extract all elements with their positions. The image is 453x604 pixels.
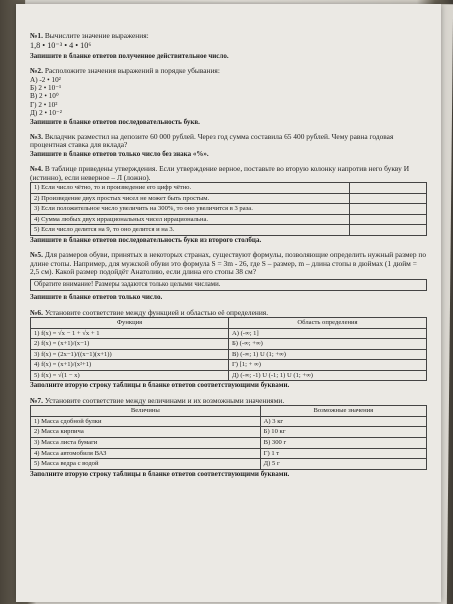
question-1-number: №1.: [30, 31, 43, 40]
question-5-answer-note: Запишите в бланке ответов только число.: [30, 293, 163, 302]
statement-cell: 1) Если число чётно, то и произведение его цифр чётно.: [31, 183, 350, 194]
value-cell: Б) 10 кг: [260, 427, 426, 438]
column-header-values: Возможные значения: [260, 406, 426, 417]
value-cell: Д) 5 г: [260, 459, 426, 470]
question-4-answer-note: Запишите в бланке ответов последовательность букв из второго столбца.: [30, 236, 262, 245]
quantity-cell: 2) Масса кирпича: [31, 427, 261, 438]
question-6-prompt: Установите соответствие между функцией и областью её определения.: [44, 307, 269, 317]
question-6: [30, 309, 427, 390]
question-2-option: В) 2 • 10⁰: [30, 92, 59, 101]
domain-cell: Г) [1; + ∞): [229, 360, 427, 371]
question-6-number: №6.: [30, 307, 43, 317]
domain-cell: Б) (-∞; +∞): [229, 339, 427, 350]
statement-cell: 2) Произведение двух простых чисел не может быть простым.: [31, 193, 350, 204]
worksheet-page: [16, 4, 441, 602]
statements-table: [30, 182, 427, 236]
question-6-text: [30, 309, 427, 317]
question-5-number: №5.: [30, 250, 43, 260]
quantity-cell: 1) Масса сдобной булки: [31, 416, 261, 427]
table-row: [31, 427, 427, 438]
question-4-text: [30, 165, 427, 182]
function-cell: 5) f(x) = √(1 − x): [31, 370, 229, 381]
question-3-number: №3.: [30, 132, 43, 142]
column-header-domain: Область определения: [229, 317, 427, 328]
question-2-option: А) -2 • 10²: [30, 75, 61, 84]
statement-cell: 4) Сумма любых двух иррациональных чисел иррациональна.: [31, 214, 350, 225]
table-row: [31, 459, 427, 470]
answer-cell[interactable]: [350, 225, 427, 236]
table-row: [31, 328, 427, 339]
question-1-expression: 1,8 • 10⁻³ • 4 • 10⁶: [30, 41, 92, 51]
table-header-row: [31, 406, 427, 417]
value-cell: А) 3 кг: [260, 416, 426, 427]
value-cell: Г) 1 т: [260, 448, 426, 459]
question-1-prompt: Вычислите значение выражения:: [44, 31, 149, 40]
table-row: [31, 370, 427, 381]
column-header-function: Функция: [31, 317, 229, 328]
question-3: [30, 133, 427, 158]
question-2-answer-note: Запишите в бланке ответов последовательность букв.: [30, 117, 200, 126]
question-7: [30, 397, 427, 478]
quantity-cell: 3) Масса листа бумаги: [31, 438, 261, 449]
question-3-prompt: Вкладчик разместил на депозите 60 000 рублей. Через год сумма составила 65 400 рублей. Чему равна годовая процентная ставка для вклада?: [30, 132, 394, 150]
answer-cell[interactable]: [350, 204, 427, 215]
question-2-option: Г) 2 • 10²: [30, 100, 58, 109]
function-cell: 3) f(x) = (2x−1)/((x−1)(x+1)): [31, 349, 229, 360]
domain-cell: В) (-∞; 1) U (1; +∞): [229, 349, 427, 360]
question-4-number: №4.: [30, 164, 43, 174]
question-7-number: №7.: [30, 395, 43, 405]
table-row: [31, 360, 427, 371]
question-4: [30, 165, 427, 244]
question-3-text: [30, 133, 427, 150]
table-row: [31, 349, 427, 360]
question-7-text: [30, 397, 427, 405]
table-row: [31, 225, 427, 236]
question-2-text: [30, 67, 427, 75]
table-row: [31, 448, 427, 459]
domain-cell: Д) (-∞; -1) U (-1; 1) U (1; +∞): [229, 370, 427, 381]
question-7-prompt: Установите соответствие между величинами и их возможными значениями.: [44, 395, 285, 405]
function-cell: 1) f(x) = √x − 1 + √x + 1: [31, 328, 229, 339]
domain-cell: А) (-∞; 1]: [229, 328, 427, 339]
quantity-cell: 5) Масса ведра с водой: [31, 459, 261, 470]
function-domain-table: [30, 317, 427, 382]
table-row: [31, 438, 427, 449]
table-header-row: [31, 317, 427, 328]
table-row: [31, 416, 427, 427]
question-2: [30, 67, 427, 126]
question-5-text: [30, 251, 427, 276]
table-row: [31, 183, 427, 194]
statement-cell: 3) Если положительное число увеличить на 300%, то оно увеличится в 3 раза.: [31, 204, 350, 215]
table-row: [31, 214, 427, 225]
value-cell: В) 300 г: [260, 438, 426, 449]
answer-cell[interactable]: [350, 214, 427, 225]
answer-cell[interactable]: [350, 183, 427, 194]
question-2-prompt: Расположите значения выражений в порядке убывания:: [44, 66, 220, 76]
question-6-answer-note: Заполните вторую строку таблицы в бланке ответов соответствующими буквами.: [30, 381, 290, 390]
question-2-option: Д) 2 • 10⁻²: [30, 109, 62, 118]
question-4-prompt: В таблице приведены утверждения. Если утверждение верное, поставьте во вторую колонку напротив него букву И (истинно), если неверное – Л (ложно).: [30, 164, 410, 182]
question-7-answer-note: Заполните вторую строку таблицы в бланке ответов соответствующими буквами.: [30, 469, 290, 478]
question-5: [30, 251, 427, 301]
answer-cell[interactable]: [350, 193, 427, 204]
function-cell: 4) f(x) = (x+1)/(x²+1): [31, 360, 229, 371]
question-5-prompt: Для размеров обуви, принятых в некоторых странах, существуют формулы, позволяющие определить нужный размер по длине стопы. Например, для мужской обуви это формула S = 3m - 26, где S – размер, m – длина стопы в дюймах (1 дюйм = 2,5 см). Какой размер подойдёт Анатолию, если длина его стопы 38 см?: [30, 250, 427, 277]
question-1-answer-note: Запишите в бланке ответов полученное действительное число.: [30, 51, 229, 60]
quantity-cell: 4) Масса автомобиля ВАЗ: [31, 448, 261, 459]
quantity-value-table: [30, 405, 427, 470]
statement-cell: 5) Если число делится на 9, то оно делится и на 3.: [31, 225, 350, 236]
table-row: [31, 204, 427, 215]
table-row: [31, 339, 427, 350]
question-1-text: [30, 32, 427, 40]
question-3-answer-note: Запишите в бланке ответов только число без знака «%».: [30, 149, 209, 158]
question-5-note-box: Обратите внимание! Размеры задаются только целыми числами.: [30, 279, 427, 291]
question-1: [30, 32, 427, 60]
question-2-number: №2.: [30, 66, 43, 76]
column-header-quantity: Величины: [31, 406, 261, 417]
question-2-option: Б) 2 • 10⁻¹: [30, 84, 62, 93]
table-row: [31, 193, 427, 204]
function-cell: 2) f(x) = (x+1)/(x−1): [31, 339, 229, 350]
